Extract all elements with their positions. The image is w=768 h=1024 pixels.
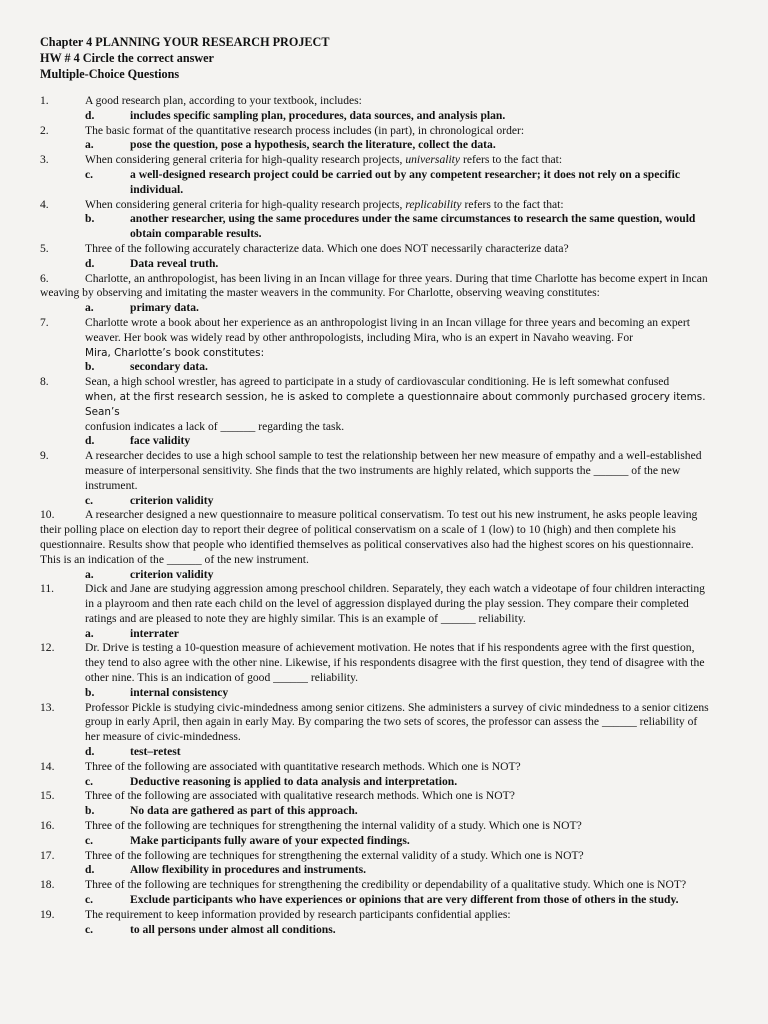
question-number: 17. [40, 848, 55, 862]
question-15 [40, 789, 712, 804]
question-text: The basic format of the quantitative research process includes (in part), in chronological order: [85, 123, 525, 137]
question-12 [40, 641, 712, 685]
answer-letter: c. [85, 167, 94, 181]
question-text: Three of the following are techniques for strengthening the internal validity of a study. Which one is NOT? [85, 819, 582, 833]
answer-text: primary data. [130, 301, 199, 315]
question-10 [40, 508, 712, 567]
question-number: 9. [40, 449, 49, 463]
question-14 [40, 760, 712, 775]
answer-letter: a. [85, 301, 94, 315]
question-7 [40, 316, 712, 360]
answer-letter: d. [85, 256, 95, 270]
italic-term: replicability [405, 197, 462, 211]
italic-term: universality [405, 153, 461, 167]
section-title: Multiple-Choice Questions [40, 67, 180, 81]
question-number: 15. [40, 789, 55, 803]
answer-letter: a. [85, 626, 94, 640]
answer-letter: d. [85, 863, 95, 877]
question-number: 19. [40, 907, 55, 921]
answer-3 [40, 168, 712, 198]
question-text: Three of the following are associated with qualitative research methods. Which one is NOT? [85, 789, 515, 803]
answer-text: Allow flexibility in procedures and instruments. [130, 863, 366, 877]
answer-15 [40, 804, 712, 819]
answer-text: criterion validity [130, 567, 214, 581]
sans-text-line: Mira, Charlotte’s book constitutes: [85, 346, 265, 359]
question-18 [40, 878, 712, 893]
question-text: When considering general criteria for high-quality research projects, replicability refers to the fact that: [85, 197, 564, 211]
question-text: The requirement to keep information provided by research participants confidential applies: [85, 907, 511, 921]
question-text: Three of the following are techniques for strengthening the credibility or dependability of a qualitative study. Which one is NOT? [85, 878, 687, 892]
answer-text: No data are gathered as part of this approach. [130, 804, 358, 818]
question-2 [40, 124, 712, 139]
answer-13 [40, 745, 712, 760]
question-17 [40, 849, 712, 864]
answer-letter: c. [85, 493, 94, 507]
question-11 [40, 582, 712, 626]
question-19 [40, 908, 712, 923]
question-text: Dick and Jane are studying aggression among preschool children. Separately, they each watch a videotape of four children interacting in a playroom and then rate each child on the level of aggression displayed during the play session. They compare their completed ratings and are pleased to note they are highly similar. This is an example of ______ reliability. [85, 582, 705, 625]
chapter-title: Chapter 4 PLANNING YOUR RESEARCH PROJECT [40, 35, 330, 49]
homework-title: HW # 4 Circle the correct answer [40, 51, 214, 65]
answer-4 [40, 212, 712, 242]
question-number: 3. [40, 153, 49, 167]
answer-text: Make participants fully aware of your expected findings. [130, 833, 410, 847]
answer-text: criterion validity [130, 493, 214, 507]
answer-18 [40, 893, 712, 908]
answer-19 [40, 923, 712, 938]
answer-letter: d. [85, 434, 95, 448]
question-text: Three of the following are techniques for strengthening the external validity of a study. Which one is NOT? [85, 848, 584, 862]
answer-text: a well-designed research project could be carried out by any competent researcher; it does not rely on a specific individual. [130, 167, 680, 196]
question-number: 11. [40, 582, 55, 596]
question-number: 10. [40, 508, 55, 522]
question-6 [40, 272, 712, 302]
answer-letter: b. [85, 685, 95, 699]
question-3 [40, 153, 712, 168]
answer-16 [40, 834, 712, 849]
question-16 [40, 819, 712, 834]
question-4 [40, 198, 712, 213]
question-number: 16. [40, 819, 55, 833]
answer-letter: b. [85, 804, 95, 818]
answer-text: secondary data. [130, 360, 208, 374]
question-text: Three of the following are associated with quantitative research methods. Which one is NOT? [85, 759, 521, 773]
answer-text: test–retest [130, 745, 181, 759]
answer-text: to all persons under almost all conditions. [130, 922, 336, 936]
question-number: 1. [40, 94, 49, 107]
answer-letter: b. [85, 212, 95, 226]
answer-letter: c. [85, 833, 94, 847]
answer-letter: c. [85, 774, 94, 788]
answer-letter: a. [85, 138, 94, 152]
answer-1 [40, 109, 712, 124]
answer-7 [40, 360, 712, 375]
question-number: 7. [40, 315, 49, 329]
question-text: When considering general criteria for high-quality research projects, universality refers to the fact that: [85, 153, 563, 167]
question-number: 4. [40, 197, 49, 211]
question-number: 6. [40, 271, 49, 285]
answer-8 [40, 434, 712, 449]
answer-6 [40, 301, 712, 316]
question-number: 8. [40, 375, 49, 389]
answer-text: face validity [130, 434, 191, 448]
question-number: 2. [40, 123, 49, 137]
answer-letter: c. [85, 893, 94, 907]
document-header [40, 34, 712, 82]
answer-text: includes specific sampling plan, procedures, data sources, and analysis plan. [130, 108, 506, 122]
question-text: Sean, a high school wrestler, has agreed to participate in a study of cardiovascular conditioning. He is left somewhat confused when, at the first research session, he is asked to complete a questionnaire about commonly purchased grocery items. Sean’s confusion indicates a lack of ______ regarding the task. [85, 375, 706, 433]
question-text: A good research plan, according to your textbook, includes: [85, 94, 362, 107]
question-number: 12. [40, 641, 55, 655]
answer-10 [40, 568, 712, 583]
answer-2 [40, 138, 712, 153]
question-5 [40, 242, 712, 257]
answer-5 [40, 257, 712, 272]
sans-text-line: when, at the first research session, he is asked to complete a questionnaire about commonly purchased grocery items. Sean’s [85, 390, 706, 418]
answer-11 [40, 627, 712, 642]
question-9 [40, 449, 712, 493]
answer-17 [40, 863, 712, 878]
answer-letter: d. [85, 745, 95, 759]
answer-text: Data reveal truth. [130, 256, 219, 270]
question-number: 5. [40, 241, 49, 255]
answer-text: pose the question, pose a hypothesis, search the literature, collect the data. [130, 138, 496, 152]
answer-text: another researcher, using the same procedures under the same circumstances to research the same question, would obtain comparable results. [130, 212, 696, 241]
answer-text: Deductive reasoning is applied to data analysis and interpretation. [130, 774, 458, 788]
question-text: Charlotte wrote a book about her experience as an anthropologist living in an Incan village for three years and becoming an expert weaver. Her book was widely read by other anthropologists, including Mira, who is an expert in Navaho weaving. For Mira, Charlotte’s book constitutes: [85, 315, 690, 359]
question-1 [40, 94, 712, 109]
answer-letter: c. [85, 922, 94, 936]
question-text: Dr. Drive is testing a 10-question measure of achievement motivation. He notes that if his respondents agree with the first question, they tend to also agree with the other nine. Likewise, if his respondents disagree with the first question, they tend of disagree with the other nine. This is an indication of good ______ reliability. [85, 641, 705, 685]
answer-text: interrater [130, 626, 179, 640]
question-text: Professor Pickle is studying civic-mindedness among senior citizens. She administers a survey of civic mindedness to a senior citizens group in early April, then again in early May. By comparing the two sets of scores, the professor can assess the ______ reliability of her measure of civic-mindedness. [85, 700, 709, 744]
answer-text: Exclude participants who have experiences or opinions that are very different from those of others in the study. [130, 893, 679, 907]
answer-letter: b. [85, 360, 95, 374]
question-text: 6. Charlotte, an anthropologist, has been living in an Incan village for three years. During that time Charlotte has become expert in Incan weaving by observing and imitating the master weavers in the community. For Charlotte, observing weaving constitutes: [40, 271, 708, 300]
question-text: A researcher decides to use a high school sample to test the relationship between her new measure of empathy and a well-established measure of interpersonal sensitivity. She finds that the two instruments are highly related, which supports the ______ of the new instrument. [85, 449, 702, 492]
question-text: 10. A researcher designed a new questionnaire to measure political conservatism. To test out his new instrument, he asks people leaving their polling place on election day to report their degree of political conservatism on a scale of 1 (low) to 10 (high) and then complete his questionnaire. Results show that people who identified themselves as political conservatives also had the highest scores on his questionnaire. This is an indication of the ______ of the new instrument. [40, 508, 698, 566]
question-text: Three of the following accurately characterize data. Which one does NOT necessarily characterize data? [85, 241, 569, 255]
answer-letter: d. [85, 108, 95, 122]
question-number: 13. [40, 700, 55, 714]
answer-9 [40, 494, 712, 509]
answer-letter: a. [85, 567, 94, 581]
question-13 [40, 701, 712, 745]
answer-12 [40, 686, 712, 701]
answer-14 [40, 775, 712, 790]
question-number: 14. [40, 759, 55, 773]
answer-text: internal consistency [130, 685, 229, 699]
question-8 [40, 375, 712, 434]
question-number: 18. [40, 878, 55, 892]
